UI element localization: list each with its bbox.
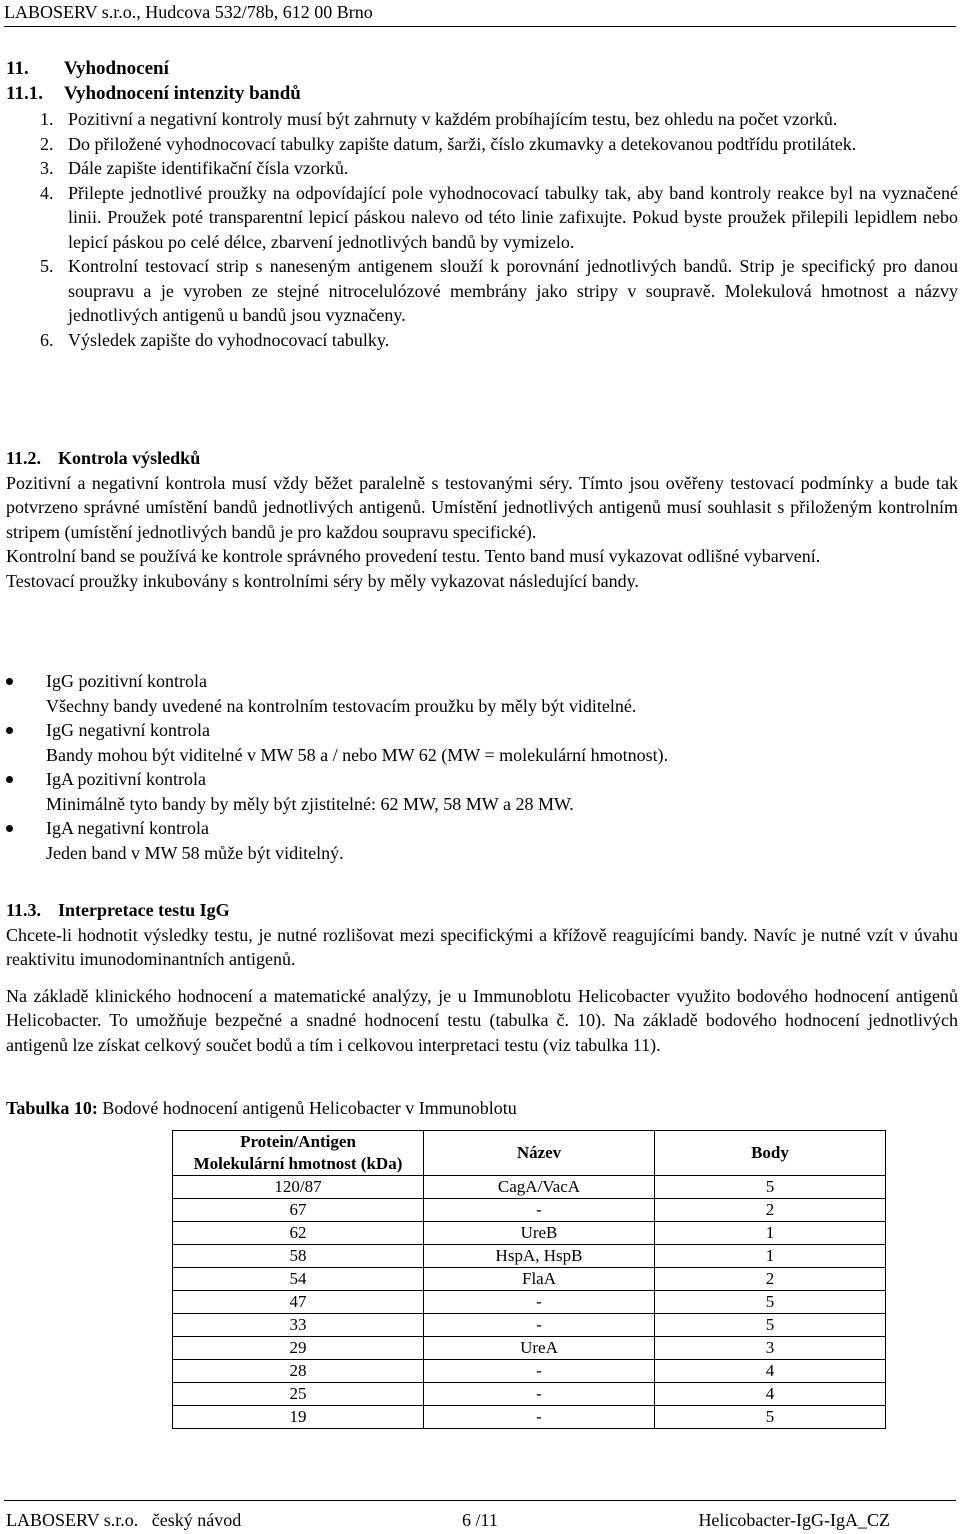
bullet-icon (6, 727, 13, 734)
section-heading-11-1 (6, 82, 301, 107)
list-item: 1. Pozitivní a negativní kontroly musí být zahrnuty v každém probíhajícím testu, bez ohledu na počet vzorků. (40, 109, 838, 129)
list-item: 5. Kontrolní testovací strip s naneseným antigenem slouží k porovnání jednotlivých bandů. Strip je specifický pro danou soupravu a je vyroben ze stejné nitrocelulózové membrány jako stripy v soupravě. Molekulová hmotnost a názvy jednotlivých antigenů u bandů jsou vyznačeny. (40, 256, 958, 325)
section-11-3 (6, 898, 958, 1057)
bullet-icon (6, 776, 13, 783)
section-number: 11. (6, 58, 29, 79)
footer-divider (4, 1500, 956, 1501)
list-item: IgG negativní kontrola Bandy mohou být viditelné v MW 58 a / nebo MW 62 (MW = molekulární hmotnost). (0, 718, 958, 767)
page-number: 6 /11 (462, 1510, 498, 1530)
list-item: 2. Do přiložené vyhodnocovací tabulky zapište datum, šarži, číslo zkumavky a detekovanou podtřídu protilátek. (40, 133, 857, 154)
list-item: IgG pozitivní kontrola Všechny bandy uvedené na kontrolním testovacím proužku by měly být viditelné. (0, 669, 958, 718)
list-item: 4. Přilepte jednotlivé proužky na odpovídající pole vyhodnocovací tabulky tak, aby band kontroly reakce byl na vyznačené linii. Proužek poté transparentní lepicí páskou nalevo od této linie zafixujte. Pokud byste proužek přilepili lepidlem nebo lepicí páskou po celé délce, zbarvení jednotlivých bandů by vymizelo. (40, 182, 958, 252)
document-code: Helicobacter-IgG-IgA_CZ (698, 1510, 890, 1530)
table-row: 54 FlaA 2 (173, 1268, 886, 1291)
section-heading-11-3: 11.3. Interpretace testu IgG (6, 900, 230, 920)
list-item: 6. Výsledek zapište do vyhodnocovací tabulky. (40, 329, 390, 350)
footer-company: LABOSERV s.r.o. český návod (6, 1510, 242, 1530)
column-header: Body (655, 1131, 886, 1176)
section-heading-11-2: 11.2. Kontrola výsledků (6, 448, 201, 468)
section-number: 11.1. (6, 83, 43, 104)
section-11-2 (6, 446, 958, 593)
table-header-row (173, 1131, 886, 1176)
table-row: 58 HspA, HspB 1 (173, 1245, 886, 1268)
paragraph: Chcete-li hodnotit výsledky testu, je nutné rozlišovat mezi specifickými a křížově reagujícími bandy. Navíc je nutné vzít v úvahu reaktivitu imunodominantních antigenů. (6, 924, 958, 969)
paragraph: Pozitivní a negativní kontrola musí vždy běžet paralelně s testovanými séry. Tímto jsou ověřeny testovací podmínky a bude tak potvrzeno správné umístění bandů jednotlivých antigenů. Umístění jednotlivých antigenů musí souhlasit s přiloženým kontrolním stripem (umístění jednotlivých bandů je pro každou soupravu specifické). (6, 472, 958, 542)
table-row: 33 - 5 (173, 1314, 886, 1337)
section-title: Vyhodnocení (64, 58, 169, 79)
table-row: 29 UreA 3 (173, 1337, 886, 1360)
column-header: Název (424, 1131, 655, 1176)
page-header: LABOSERV s.r.o., Hudcova 532/78b, 612 00 Brno (4, 2, 373, 22)
evaluation-steps-list (40, 107, 958, 352)
table-row: 25 - 4 (173, 1383, 886, 1406)
control-bullets-list (0, 669, 958, 865)
table-caption: Tabulka 10: Bodové hodnocení antigenů Helicobacter v Immunoblotu (6, 1098, 517, 1118)
list-item: IgA pozitivní kontrola Minimálně tyto bandy by měly být zjistitelné: 62 MW, 58 MW a 28 MW. (0, 767, 958, 816)
bullet-icon (6, 825, 13, 832)
table-row: 62 UreB 1 (173, 1222, 886, 1245)
paragraph: Kontrolní band se používá ke kontrole správného provedení testu. Tento band musí vykazovat odlišné vybarvení. (6, 546, 821, 566)
header-divider (4, 26, 956, 27)
column-header: Protein/Antigen Molekulární hmotnost (kDa) (173, 1131, 424, 1176)
paragraph: Na základě klinického hodnocení a matematické analýzy, je u Immunoblotu Helicobacter využito bodového hodnocení antigenů Helicobacter. To umožňuje bezpečné a snadné hodnocení testu (tabulka č. 10). Na základě bodového hodnocení jednotlivých antigenů lze získat celkový součet bodů a tím i celkovou interpretaci testu (viz tabulka 11). (6, 985, 958, 1055)
paragraph: Testovací proužky inkubovány s kontrolními séry by měly vykazovat následující bandy. (6, 570, 639, 591)
list-item: 3. Dále zapište identifikační čísla vzorků. (40, 158, 349, 178)
table-row: 47 - 5 (173, 1291, 886, 1314)
table-row: 67 - 2 (173, 1199, 886, 1222)
antigen-points-table (172, 1130, 886, 1429)
section-heading-11 (6, 57, 169, 82)
page-footer (0, 1500, 960, 1534)
table-row: 28 - 4 (173, 1360, 886, 1383)
table-row: 19 - 5 (173, 1406, 886, 1429)
list-item: IgA negativní kontrola Jeden band v MW 58 může být viditelný. (0, 816, 958, 865)
table-row: 120/87 CagA/VacA 5 (173, 1176, 886, 1199)
section-title: Vyhodnocení intenzity bandů (64, 83, 301, 104)
bullet-icon (6, 678, 13, 685)
